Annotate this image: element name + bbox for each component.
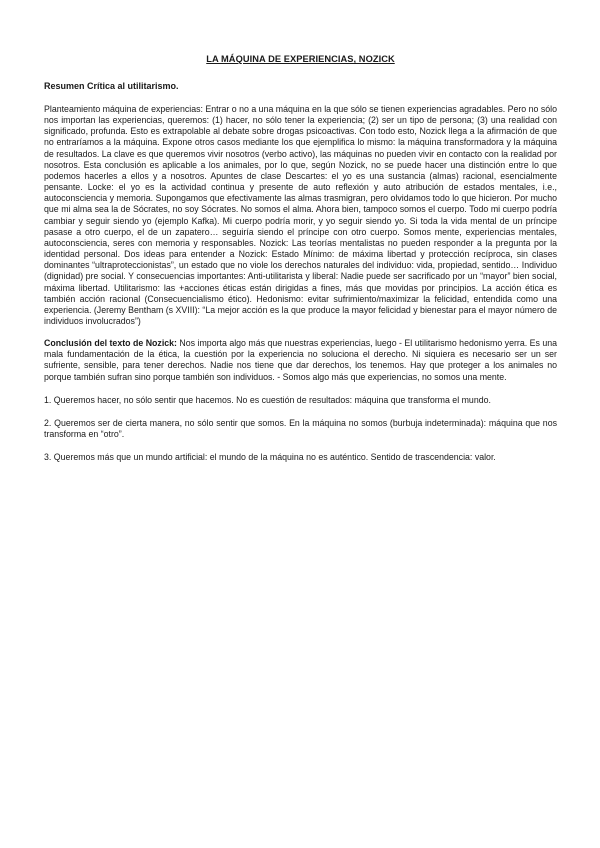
conclusion-label: Conclusión del texto de Nozick: [44,338,177,349]
document-subtitle: Resumen Crítica al utilitarismo. [44,81,179,91]
point-item-2: 2. Queremos ser de cierta manera, no sólo sentir que somos. En la máquina no somos (burbuja indeterminada): máquina que nos transforma en “otro”. [44,417,557,440]
document-title: LA MÁQUINA DE EXPERIENCIAS, NOZICK [206,54,395,64]
point-item-3: 3. Queremos más que un mundo artificial: el mundo de la máquina no es auténtico. Sentido de trascendencia: valor. [44,452,496,463]
conclusion-paragraph [44,338,557,383]
point-item-1: 1. Queremos hacer, no sólo sentir que hacemos. No es cuestión de resultados: máquina que transforma el mundo. [44,394,491,405]
conclusion-text: Nos importa algo más que nuestras experiencias, luego - El utilitarismo hedonismo yerra. Es una mala fundamentación de la ética, la cuestión por la experiencia no soluciona el derecho. Ni siquiera es necesario ser un ser sufriente, sensible, para tener derechos. Nadie nos tiene que dar derechos, los tenemos. Hay que proteger a los animales no porque también sufran sino porque también son individuos. - Somos algo más que experiencias, no somos una mente. [44,338,557,382]
intro-paragraph: Planteamiento máquina de experiencias: Entrar o no a una máquina en la que sólo se tienen experiencias agradables. Pero no sólo nos importan las experiencias, queremos: (1) hacer, no sólo tener la experiencia; (2) ser un tipo de persona; (3) una realidad con significado, profunda. Esto es extrapolable al debate sobre drogas psicoactivas. Con todo esto, Nozick llega a la afirmación de que no entraríamos a la máquina. Expone otros casos mediante los que ejemplifica lo mismo: la máquina transformadora y la máquina de resultados. La clave es que queremos vivir nosotros (verbo activo), las máquinas no pueden vivir en contacto con la realidad por nosotros. Esta conclusión es aplicable a los animales, por lo que, según Nozick, no se puede hacer una distinción entre lo que podemos hacerles a ellos y a nosotros. Apuntes de clase Descartes: el yo es una sustancia (almas) racional, esencialmente pensante. Locke: el yo es la actividad continua y presente de auto reflexión y auto atribución de estados mentales, i.e., autoconsciencia y memoria. Supongamos que efectivamente las almas trasmigran, pero olvidamos todo lo que hicieron. Por mucho que mi alma sea la de Sócrates, no soy Sócrates. No somos el alma. Ahora bien, tampoco somos el cuerpo. Todo mi cuerpo podría cambiar y seguir siendo yo (ejemplo Kafka). Mi cuerpo podría morir, y yo seguir siendo yo. Si toda la vida mental de un príncipe pasase a otro cuerpo, el de un zapatero… seguiría siendo el príncipe con otro cuerpo. Somos mente, experiencias mentales, autoconsciencia, seres con memoria y responsables. Nozick: Las teorías mentalistas no pueden responder a la pregunta por la identidad personal. Dos ideas para entender a Nozick: Estado Mínimo: de máxima libertad y protección recíproca, sin clases dominantes “ultraproteccionistas”, un estado que no viole los derechos naturales del individuo: vida, propiedad, sentido… Individuo (dignidad) pre social. Y consecuencias importantes: Anti-utilitarista y liberal: Nadie puede ser sacrificado por un “mayor” bien social, máxima libertad. Utilitarismo: las +acciones éticas están dirigidas a fines, más que movidas por principios. La acción ética es también acción racional (Consecuencialismo ético). Hedonismo: evitar sufrimiento/maximizar la felicidad, entendida como una experiencia. (Jeremy Bentham (s XVIII): “La mejor acción es la que produce la mayor felicidad y bienestar para el mayor número de individuos involucrados”) [44,104,557,326]
